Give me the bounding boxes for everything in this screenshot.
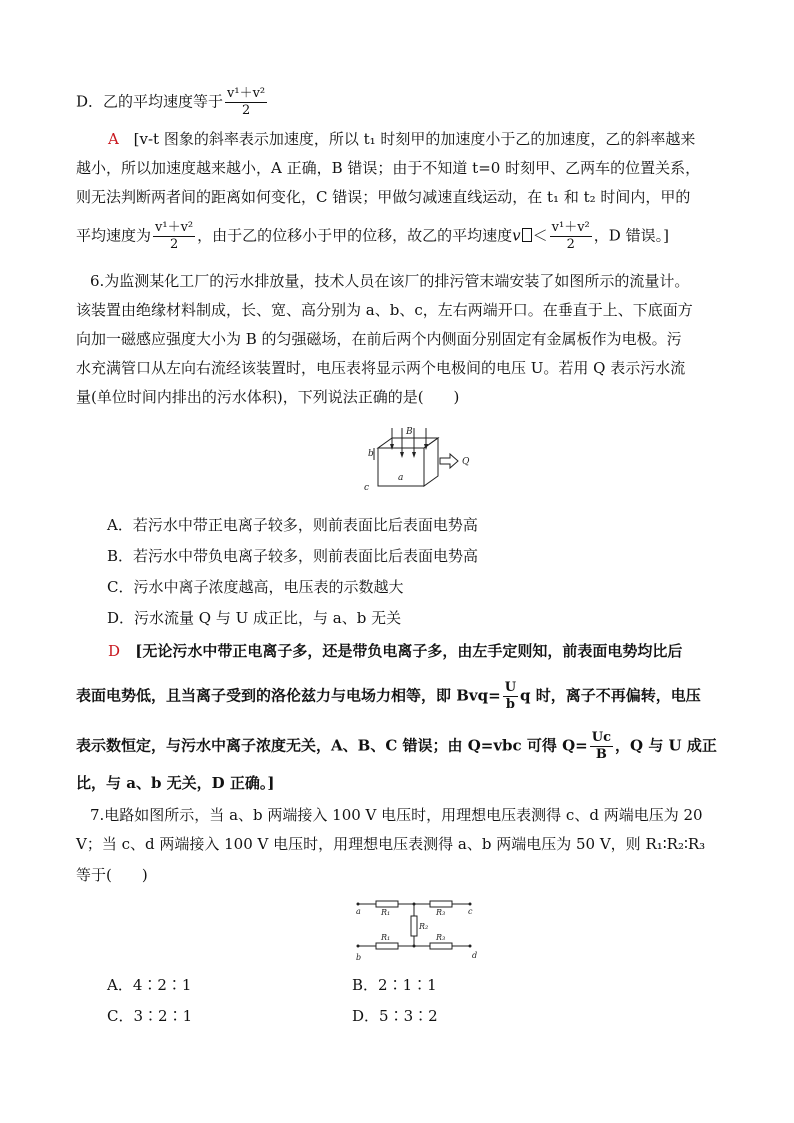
resistor-r2: [411, 916, 417, 936]
q7-option-c: C．3∶2∶1: [107, 1007, 193, 1025]
q5-answer-line-2: 越小，所以加速度越来越小，A 正确，B 错误；由于不知道 t=0 时刻甲、乙两车的位置关系，: [76, 159, 701, 177]
circuit-label-r2: R₂: [419, 922, 429, 931]
fig-label-B: B: [406, 427, 413, 437]
q6-stem-line-2: 该装置由绝缘材料制成，长、宽、高分别为 a、b、c，左右两端开口。在垂直于上、下底面方: [76, 301, 693, 319]
circuit-label-c: c: [468, 907, 473, 916]
fig-label-b: b: [368, 449, 374, 459]
circuit-label-r3-top: R₃: [436, 908, 446, 917]
q5-answer-letter: A: [108, 130, 119, 148]
q7-stem-line-2: V；当 c、d 两端接入 100 V 电压时，用理想电压表测得 a、b 两端电压为 50 V，则 R₁∶R₂∶R₃: [76, 835, 706, 853]
resistor-r3-bottom: [430, 943, 452, 949]
q6-answer-line-2: 表面电势低，且当离子受到的洛伦兹力与电场力相等，即 Bvq= $\frac{U}{b}$ q 时，离子不再偏转，电压: [76, 680, 701, 712]
q7-option-a: A．4∶2∶1: [107, 976, 192, 994]
q7-stem-line-1: 7.电路如图所示，当 a、b 两端接入 100 V 电压时，用理想电压表测得 c、d 两端电压为 20: [90, 806, 703, 824]
q5-option-d: D．乙的平均速度等于 $\frac{\text{v¹＋v²}}{2}$: [76, 86, 266, 118]
circuit-label-r1-top: R₁: [381, 908, 391, 917]
q6-option-a: A．若污水中带正电离子较多，则前表面比后表面电势高: [107, 516, 478, 534]
flow-arrow-icon: [440, 454, 458, 468]
q6-stem-line-1: 6.为监测某化工厂的污水排放量，技术人员在该厂的排污管末端安装了如图所示的流量计。: [90, 272, 690, 290]
avg-velocity-fraction-2: $\frac{\text{v¹＋v²}}{2}$: [155, 220, 194, 252]
q7-option-b: B．2∶1∶1: [352, 976, 437, 994]
q6-option-b: B．若污水中带负电离子较多，则前表面比后表面电势高: [107, 547, 479, 565]
circuit-label-r1-bottom: R₁: [381, 933, 391, 942]
fig-label-Q: Q: [462, 457, 470, 467]
resistor-r3-top: [430, 901, 452, 907]
q6-option-c: C．污水中离子浓度越高，电压表的示数越大: [107, 578, 404, 596]
circuit-label-b: b: [356, 953, 362, 962]
u-over-b-fraction: $\frac{U}{b}$: [504, 680, 517, 712]
q5-answer-line-4: 平均速度为 $\frac{\text{v¹＋v²}}{2}$ ，由于乙的位移小于甲的位移，故乙的平均速度v ＜ $\frac{\text{v¹＋v²}}{2}$ ，D 错误。]: [76, 220, 669, 252]
q6-stem-line-5: 量(单位时间内排出的污水体积)，下列说法正确的是( ): [76, 388, 460, 406]
circuit-figure: [352, 898, 484, 966]
fig-label-a: a: [398, 473, 404, 483]
resistor-r1-top: [376, 901, 398, 907]
q6-stem-line-3: 向加一磁感应强度大小为 B 的匀强磁场，在前后两个内侧面分别固定有金属板作为电极。污: [76, 330, 682, 348]
q6-answer-letter: D: [108, 642, 121, 660]
q7-option-d: D．5∶3∶2: [352, 1007, 438, 1025]
q6-answer-line-3: 表示数恒定，与污水中离子浓度无关，A、B、C 错误；由 Q=vbc 可得 Q= $\frac{Uc}{B}$ ，Q 与 U 成正: [76, 730, 717, 762]
box-top-face: [378, 438, 438, 448]
q6-stem-line-4: 水充满管口从左向右流经该装置时，电压表将显示两个电极间的电压 U。若用 Q 表示污水流: [76, 359, 686, 377]
q6-answer-line-1: D [无论污水中带正电离子多，还是带负电离子多，由左手定则知，前表面电势均比后: [108, 642, 683, 660]
circuit-label-r3-bottom: R₃: [436, 933, 446, 942]
q5-answer-line-1: A [v-t 图象的斜率表示加速度，所以 t₁ 时刻甲的加速度小于乙的加速度，乙的斜率越来: [108, 130, 696, 148]
q5-answer-line-3: 则无法判断两者间的距离如何变化，C 错误；甲做匀减速直线运动，在 t₁ 和 t₂ 时间内，甲的: [76, 188, 691, 206]
circuit-label-d: d: [472, 951, 478, 960]
resistor-r1-bottom: [376, 943, 398, 949]
circuit-label-a: a: [356, 907, 361, 916]
uc-over-b-fraction: $\frac{Uc}{B}$: [591, 730, 612, 762]
flow-meter-figure: [356, 424, 486, 504]
q6-option-d: D．污水流量 Q 与 U 成正比，与 a、b 无关: [107, 609, 402, 627]
q6-answer-line-4: 比，与 a、b 无关，D 正确。]: [76, 774, 275, 792]
avg-velocity-fraction: $\frac{\text{v¹＋v²}}{2}$: [227, 86, 266, 118]
fig-label-c: c: [364, 483, 370, 493]
q7-stem-line-3: 等于( ): [76, 866, 148, 884]
avg-velocity-fraction-3: $\frac{\text{v¹＋v²}}{2}$: [551, 220, 590, 252]
missing-glyph-box: [522, 228, 532, 242]
